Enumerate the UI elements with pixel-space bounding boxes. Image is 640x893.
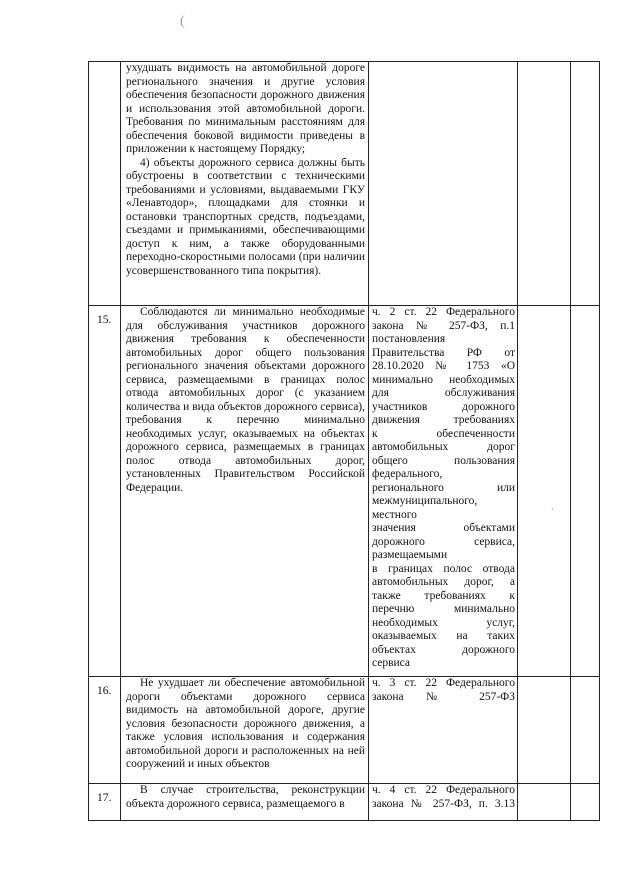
stray-dot: · — [551, 505, 554, 514]
legal-basis-line: участников дорожного — [372, 400, 515, 413]
legal-basis-line: необходимых услуг, — [372, 616, 515, 629]
requirement-paragraph: ухудшать видимость на автомобильной дороге регионального значения и другие условия обеспечения безопасности дорожного движения и использования этой автомобильной дороги. Требования по минимальным расстояниям для обеспечения боковой видимости приведены в приложении к настоящему Порядку; — [126, 62, 365, 155]
inspection-checklist-table — [88, 61, 600, 821]
legal-basis-line: ч. 2 ст. 22 Федерального — [372, 306, 515, 318]
answer-cell — [518, 62, 571, 306]
legal-basis-line: сервиса — [372, 657, 411, 669]
row-number: 17. — [89, 784, 121, 821]
table-row — [89, 306, 600, 677]
row-number: 15. — [89, 306, 121, 677]
requirement-text — [121, 677, 369, 784]
legal-basis-line: Правительства РФ от — [372, 346, 515, 359]
legal-basis-line: федерального, — [372, 468, 443, 480]
requirement-paragraph: Соблюдаются ли минимально необходимые для обслуживания участников дорожного движения требования к обеспеченности автомобильных дорог общего пользования регионального значения объектами дорожного сервиса, размещаемыми в границах полос отвода автомобильных дорог (с указанием количества и вида объектов дорожного сервиса), требования к перечню минимально необходимых услуг, оказываемых на объектах дорожного сервиса, размещаемых в границах полос отвода автомобильных дорог, установленных Правительством Российской Федерации. — [126, 306, 365, 494]
legal-basis-line: местного — [372, 508, 417, 521]
legal-basis-cell — [369, 784, 518, 821]
legal-basis-line: движения требованиях — [372, 414, 515, 426]
legal-basis-line: к обеспеченности — [372, 427, 515, 440]
legal-basis-line: 28.10.2020 № 1753 «О — [372, 360, 515, 372]
legal-basis-cell — [369, 306, 518, 677]
note-cell — [571, 306, 600, 677]
requirement-paragraph: 4) объекты дорожного сервиса должны быть обустроены в соответствии с техническими требованиями и условиями, выдаваемыми ГКУ «Ленавтодор», площадками для стоянки и остановки транспортных средств, подъездами, съездами и примыканиями, обеспечивающими доступ к ним, а также оборудованными переходно-скоростными полосами (при наличии усовершенствованного типа покрытия). — [126, 156, 365, 277]
requirement-paragraph: Не ухудшает ли обеспечение автомобильной дороги объектами дорожного сервиса видимость на автомобильной дороге, другие условия безопасности дорожного движения, а также условия использования и содержания автомобильной дороги и расположенных на ней сооружений и иных объектов — [126, 677, 365, 770]
page-mark: ( — [180, 14, 185, 29]
requirement-text — [121, 62, 369, 306]
note-cell — [571, 784, 600, 821]
legal-basis-line: оказываемых на таких — [372, 630, 515, 642]
legal-basis-cell — [369, 677, 518, 784]
note-cell — [571, 677, 600, 784]
legal-basis-line: постановления — [372, 333, 446, 345]
table-row — [89, 62, 600, 306]
answer-cell — [518, 677, 571, 784]
legal-basis-line: объектах дорожного — [372, 643, 515, 656]
note-cell — [571, 62, 600, 306]
table-row — [89, 677, 600, 784]
requirement-text — [121, 784, 369, 821]
row-number: 16. — [89, 677, 121, 784]
legal-basis-line: закона № 257-ФЗ, п. 3.13 — [372, 797, 515, 810]
legal-basis-line: общего пользования — [372, 454, 515, 467]
legal-basis-line: значения объектами — [372, 522, 515, 534]
answer-cell — [518, 306, 571, 677]
legal-basis-line: ч. 4 ст. 22 Федерального — [372, 784, 515, 796]
requirement-paragraph: В случае строительства, реконструкции объекта дорожного сервиса, размещаемого в — [126, 784, 365, 810]
legal-basis-cell — [369, 62, 518, 306]
legal-basis-line: также требованиях к — [372, 589, 515, 602]
legal-basis-line: автомобильных дорог, а — [372, 576, 515, 588]
legal-basis-line: перечню минимально — [372, 603, 515, 615]
legal-basis-line: в границах полос отвода — [372, 562, 515, 575]
legal-basis-line: ч. 3 ст. 22 Федерального — [372, 677, 515, 689]
row-number — [89, 62, 121, 306]
legal-basis-line: межмуниципального, — [372, 495, 478, 507]
legal-basis-line: закона № 257-ФЗ — [372, 690, 515, 703]
legal-basis-line: регионального или — [372, 481, 515, 494]
table-row — [89, 784, 600, 821]
legal-basis-line: дорожного сервиса, — [372, 535, 515, 548]
legal-basis-line: минимально необходимых — [372, 373, 515, 386]
answer-cell — [518, 784, 571, 821]
legal-basis-line: для обслуживания — [372, 387, 515, 399]
legal-basis-line: размещаемыми — [372, 549, 448, 561]
legal-basis-line: закона № 257-ФЗ, п.1 — [372, 319, 515, 332]
requirement-text — [121, 306, 369, 677]
legal-basis-line: автомобильных дорог — [372, 441, 515, 453]
